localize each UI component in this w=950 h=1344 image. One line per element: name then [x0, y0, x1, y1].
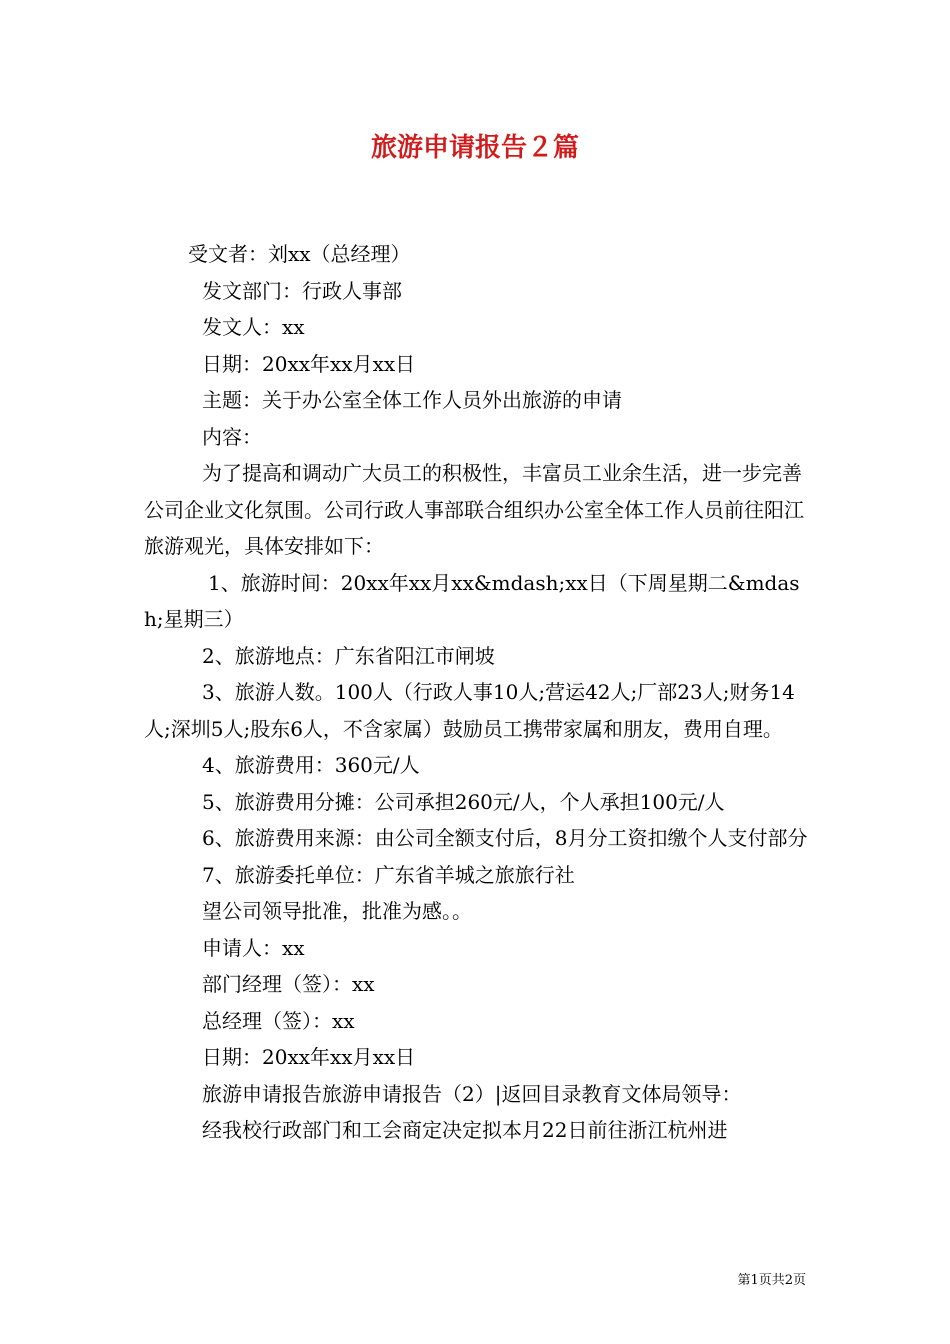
list-item: 1、旅游时间：20xx年xx月xx&mdash;xx日（下周星期二&mdash;星期三） — [144, 570, 800, 631]
subject-line: 主题：关于办公室全体工作人员外出旅游的申请 — [202, 388, 622, 412]
sender-line: 发文人：xx — [202, 315, 305, 339]
document-body — [144, 236, 808, 1149]
closing-line: 望公司领导批准，批准为感。。 — [202, 899, 472, 923]
list-item: 4、旅游费用：360元/人 — [202, 753, 420, 777]
next-section-line: 旅游申请报告旅游申请报告（2）|返回目录教育文体局领导： — [202, 1081, 742, 1106]
content-label: 内容： — [202, 424, 262, 449]
recipient-line: 受文者：刘xx（总经理） — [188, 242, 411, 266]
signature-date-line: 日期：20xx年xx月xx日 — [202, 1045, 416, 1069]
department-line: 发文部门：行政人事部 — [202, 278, 402, 303]
applicant-line: 申请人：xx — [202, 935, 305, 960]
next-paragraph: 经我校行政部门和工会商定决定拟本月22日前往浙江杭州进 — [202, 1118, 728, 1142]
intro-paragraph: 为了提高和调动广大员工的积极性，丰富员工业余生活，进一步完善公司企业文化氛围。公司行政人事部联合组织办公室全体工作人员前往阳江旅游观光，具体安排如下： — [144, 461, 804, 558]
list-item: 3、旅游人数。100人（行政人事10人;营运42人;厂部23人;财务14人;深圳5人;股东6人，不含家属）鼓励员工携带家属和朋友，费用自理。 — [144, 680, 795, 741]
list-item: 7、旅游委托单位：广东省羊城之旅旅行社 — [202, 862, 575, 887]
list-item: 5、旅游费用分摊：公司承担260元/人，个人承担100元/人 — [202, 789, 725, 814]
date-line: 日期：20xx年xx月xx日 — [202, 351, 416, 376]
dept-manager-line: 部门经理（签）：xx — [202, 972, 375, 996]
list-item: 2、旅游地点：广东省阳江市闸坡 — [202, 643, 495, 668]
document-title: 旅游申请报告２篇 — [370, 133, 579, 163]
page-number: 第1页共2页 — [737, 1273, 806, 1288]
list-item: 6、旅游费用来源：由公司全额支付后，8月分工资扣缴个人支付部分 — [202, 826, 808, 850]
general-manager-line: 总经理（签）：xx — [202, 1008, 355, 1033]
